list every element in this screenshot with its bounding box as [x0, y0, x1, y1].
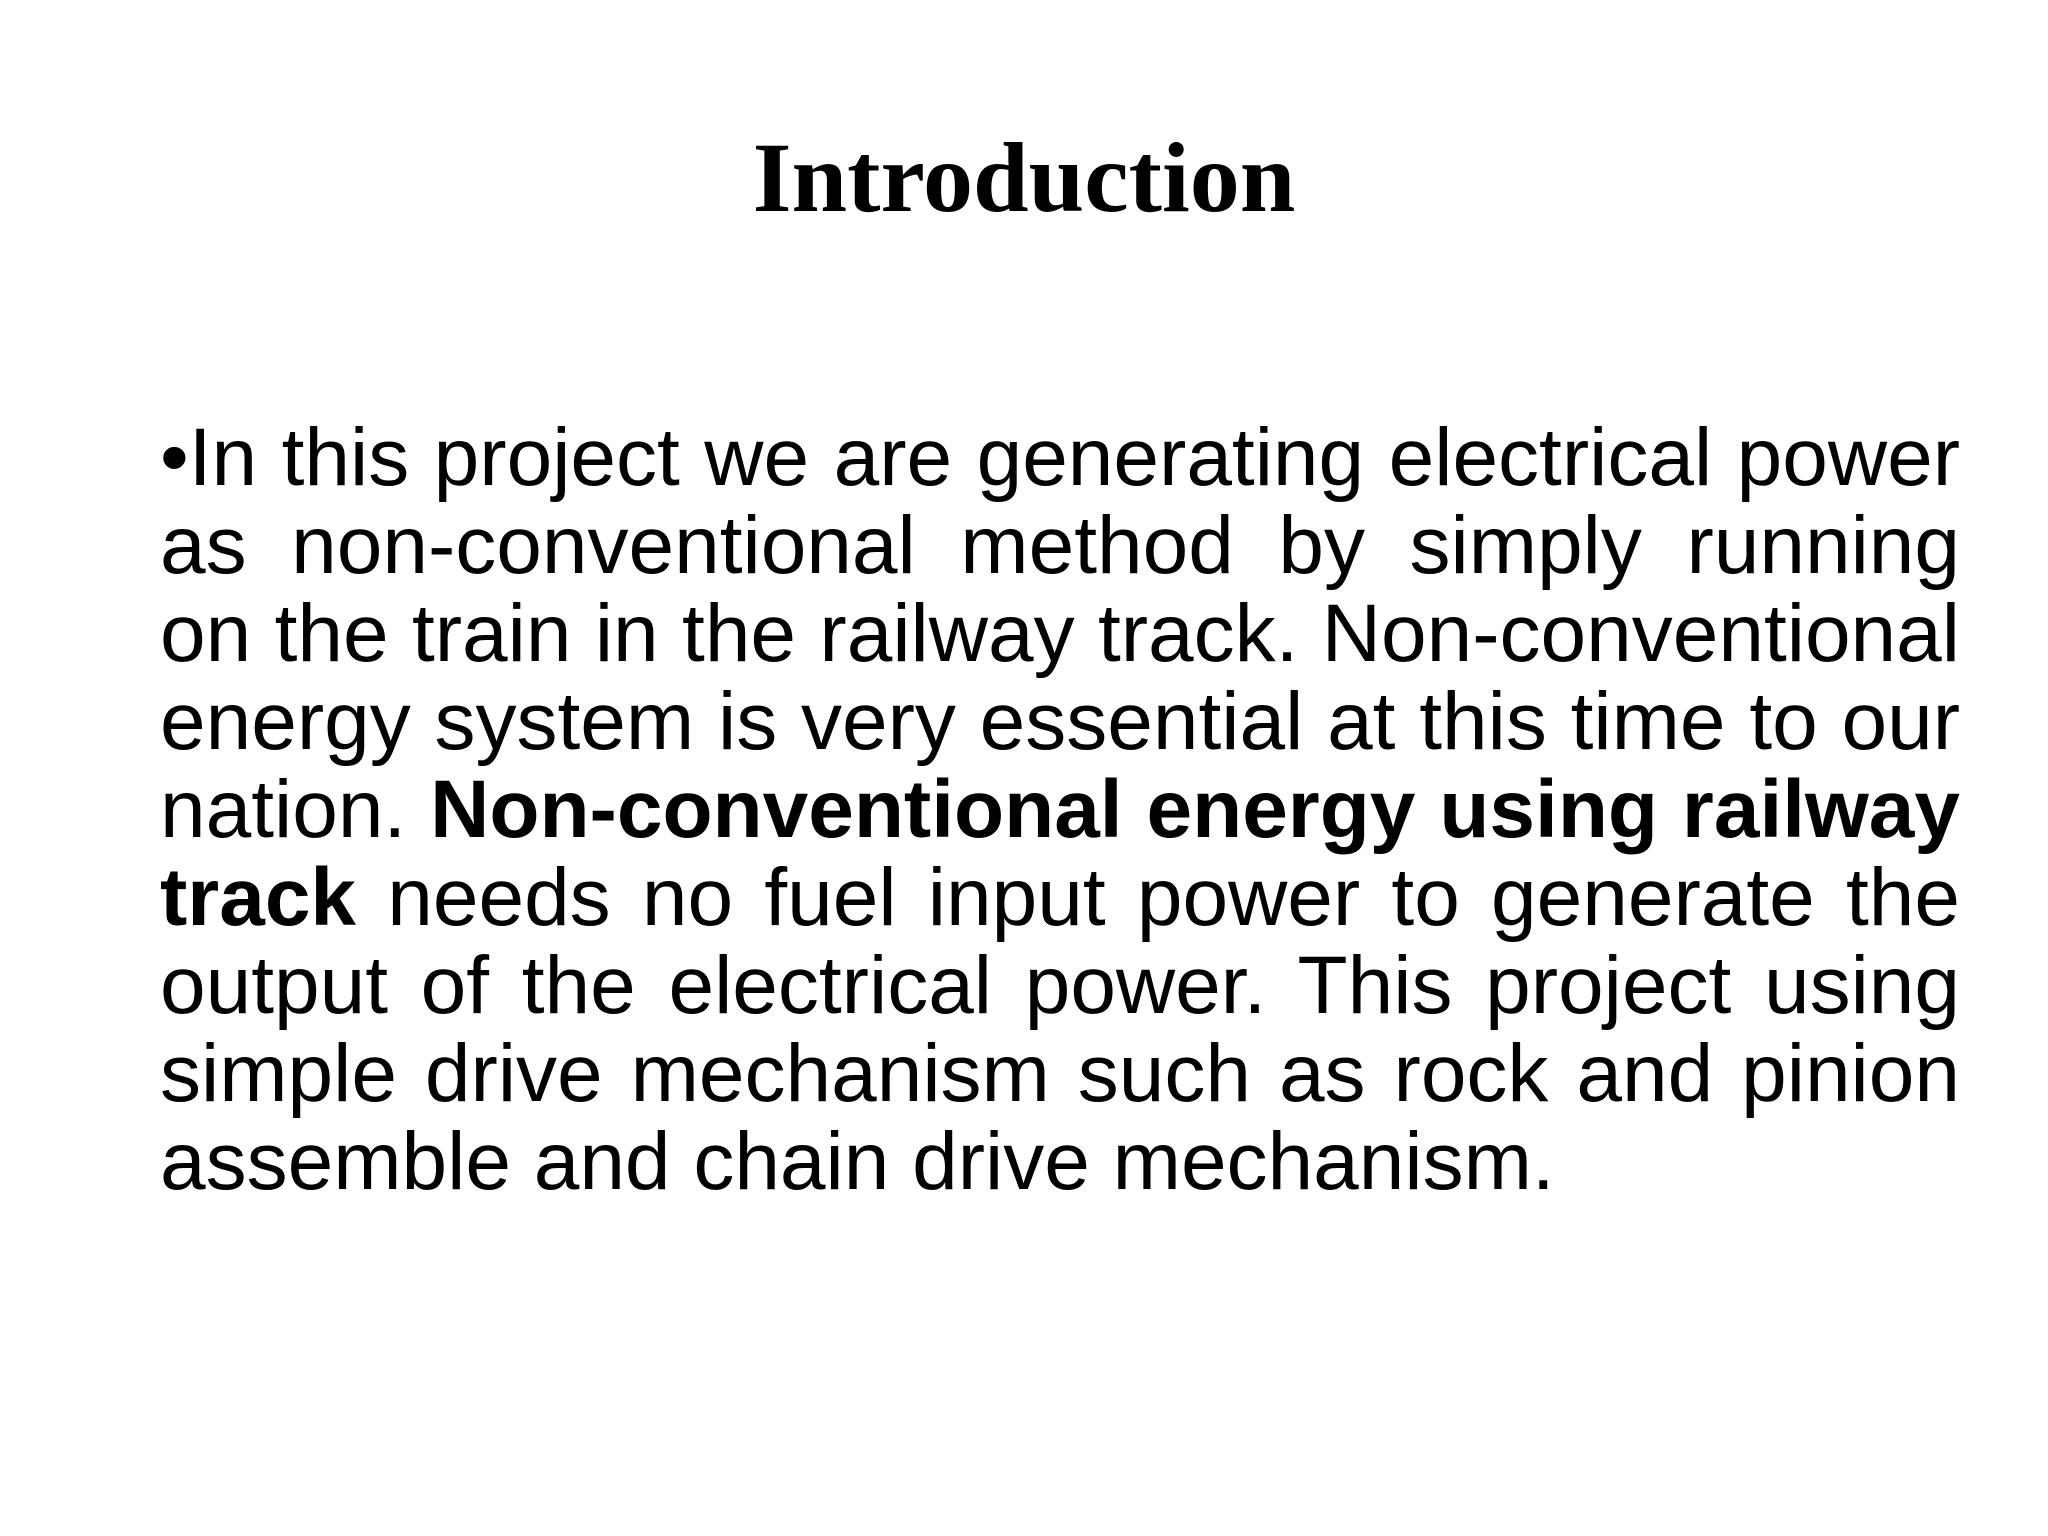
paragraph-text-part2: needs no fuel input power to generate the output of the electrical power. This project using simple drive mechanism such as rock and pinion assemble and chain drive mechanism. — [160, 852, 1960, 1207]
paragraph-text-part1: In this project we are generating electrical power as non-conventional method by simply running on the train in the railway track. Non-conventional energy system is very essential at this time to our nation. — [160, 412, 1960, 855]
paragraph-bold-phrase: Non-conventional energy using railway track — [160, 764, 1960, 943]
bullet-icon: • — [160, 412, 189, 503]
bullet-paragraph — [160, 414, 1960, 1206]
slide-title: Introduction — [752, 122, 1296, 233]
